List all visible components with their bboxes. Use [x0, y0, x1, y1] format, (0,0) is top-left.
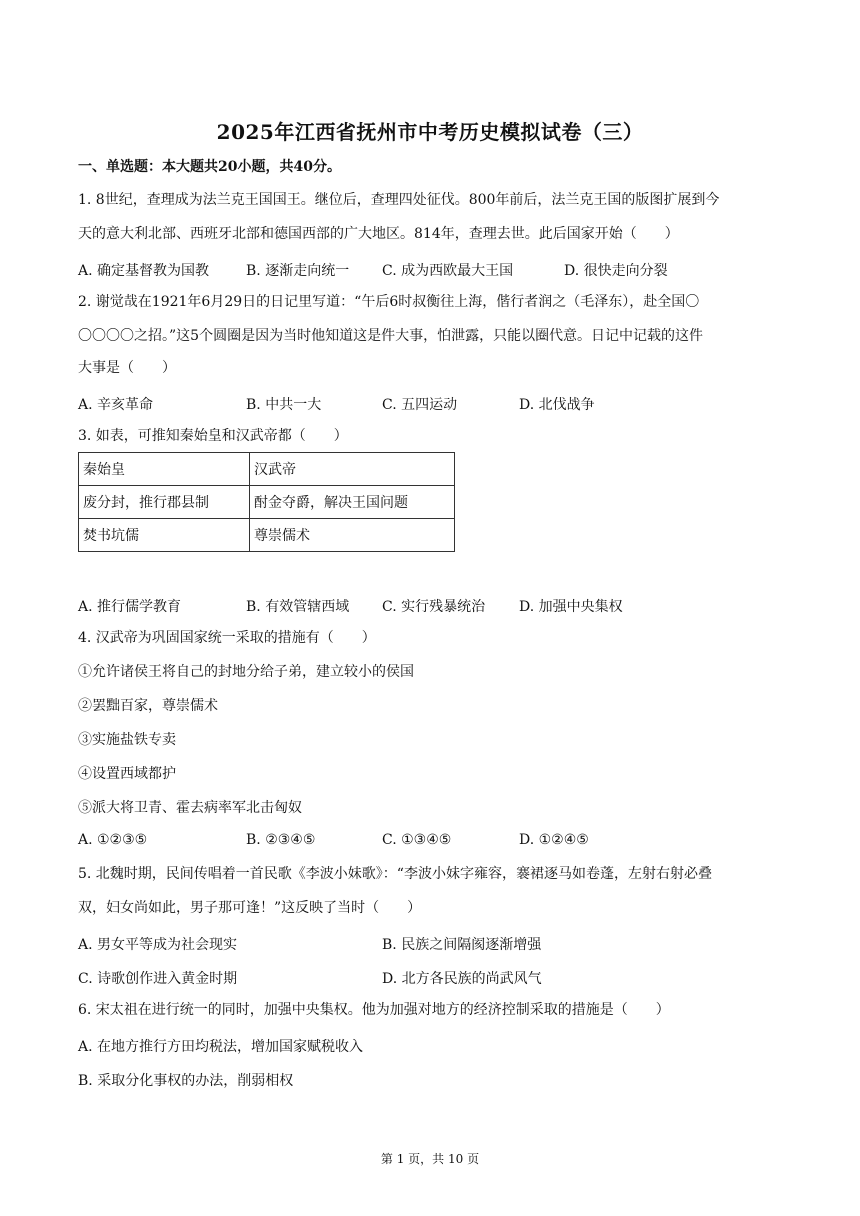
- q4-option-d[interactable]: D. ①②④⑤: [519, 832, 589, 848]
- q3-option-b[interactable]: B. 有效管辖西域: [246, 599, 350, 615]
- q2-stem-line-3: 大事是（ ）: [78, 360, 176, 376]
- q1-option-c[interactable]: C. 成为西欧最大王国: [382, 263, 514, 279]
- q2-stem-line-1: 2. 谢觉哉在1921年6月29日的日记里写道：“午后6时叔衡往上海，偕行者润之（毛泽东），赴全国〇: [78, 294, 700, 310]
- q1-option-a[interactable]: A. 确定基督教为国教: [78, 263, 210, 279]
- q6-option-a[interactable]: A. 在地方推行方田均税法，增加国家赋税收入: [78, 1039, 364, 1055]
- q4-item-4: ④设置西域都护: [78, 766, 176, 782]
- q4-item-2: ②罢黜百家，尊崇儒术: [78, 698, 218, 714]
- q3-option-c[interactable]: C. 实行残暴统治: [382, 599, 486, 615]
- q2-option-c[interactable]: C. 五四运动: [382, 397, 458, 413]
- page-footer: 第 1 页，共 10 页: [380, 1152, 480, 1166]
- page-title: 2025年江西省抚州市中考历史模拟试卷（三）: [216, 120, 644, 144]
- q5-option-d[interactable]: D. 北方各民族的尚武风气: [382, 971, 542, 987]
- q6-stem: 6. 宋太祖在进行统一的同时，加强中央集权。他为加强对地方的经济控制采取的措施是（ ）: [78, 1002, 670, 1018]
- q4-option-b[interactable]: B. ②③④⑤: [246, 832, 316, 848]
- q5-option-a[interactable]: A. 男女平等成为社会现实: [78, 937, 238, 953]
- q1-stem-line-2: 天的意大利北部、西班牙北部和德国西部的广大地区。814年，查理去世。此后国家开始（ ）: [78, 226, 679, 242]
- table-row: [79, 519, 455, 552]
- table-cell: 尊崇儒术: [250, 519, 455, 552]
- section-heading: 一、单选题：本大题共20小题，共40分。: [78, 159, 341, 175]
- q1-option-d[interactable]: D. 很快走向分裂: [564, 263, 668, 279]
- table-row: [79, 486, 455, 519]
- q3-option-d[interactable]: D. 加强中央集权: [519, 599, 623, 615]
- q5-option-b[interactable]: B. 民族之间隔阂逐渐增强: [382, 937, 542, 953]
- q3-option-a[interactable]: A. 推行儒学教育: [78, 599, 182, 615]
- table-cell: 汉武帝: [250, 453, 455, 486]
- q1-stem-line-1: 1. 8世纪，查理成为法兰克王国国王。继位后，查理四处征伐。800年前后，法兰克王国的版图扩展到今: [78, 192, 720, 208]
- q2-option-b[interactable]: B. 中共一大: [246, 397, 322, 413]
- q3-stem: 3. 如表，可推知秦始皇和汉武帝都（ ）: [78, 428, 348, 444]
- q5-stem-line-1: 5. 北魏时期，民间传唱着一首民歌《李波小妹歌》：“李波小妹字雍容，褰裙逐马如卷蓬，左射右射必叠: [78, 866, 712, 882]
- q4-item-5: ⑤派大将卫青、霍去病率军北击匈奴: [78, 800, 302, 816]
- q2-option-a[interactable]: A. 辛亥革命: [78, 397, 154, 413]
- q4-option-a[interactable]: A. ①②③⑤: [78, 832, 148, 848]
- table-row: [79, 453, 455, 486]
- q3-comparison-table: [78, 452, 455, 552]
- q5-stem-line-2: 双，妇女尚如此，男子那可逢！”这反映了当时（ ）: [78, 900, 422, 916]
- table-cell: 焚书坑儒: [79, 519, 250, 552]
- q1-option-b[interactable]: B. 逐渐走向统一: [246, 263, 350, 279]
- q2-stem-line-2: 〇〇〇〇之招。”这5个圆圈是因为当时他知道这是件大事，怕泄露，只能以圈代意。日记中记载的这件: [78, 328, 704, 344]
- table-cell: 废分封，推行郡县制: [79, 486, 250, 519]
- q6-option-b[interactable]: B. 采取分化事权的办法，削弱相权: [78, 1073, 294, 1089]
- table-cell: 秦始皇: [79, 453, 250, 486]
- q4-stem: 4. 汉武帝为巩固国家统一采取的措施有（ ）: [78, 630, 376, 646]
- q4-item-1: ①允许诸侯王将自己的封地分给子弟，建立较小的侯国: [78, 664, 414, 680]
- q4-item-3: ③实施盐铁专卖: [78, 732, 176, 748]
- q4-option-c[interactable]: C. ①③④⑤: [382, 832, 452, 848]
- q5-option-c[interactable]: C. 诗歌创作进入黄金时期: [78, 971, 238, 987]
- q2-option-d[interactable]: D. 北伐战争: [519, 397, 595, 413]
- table-cell: 酎金夺爵，解决王国问题: [250, 486, 455, 519]
